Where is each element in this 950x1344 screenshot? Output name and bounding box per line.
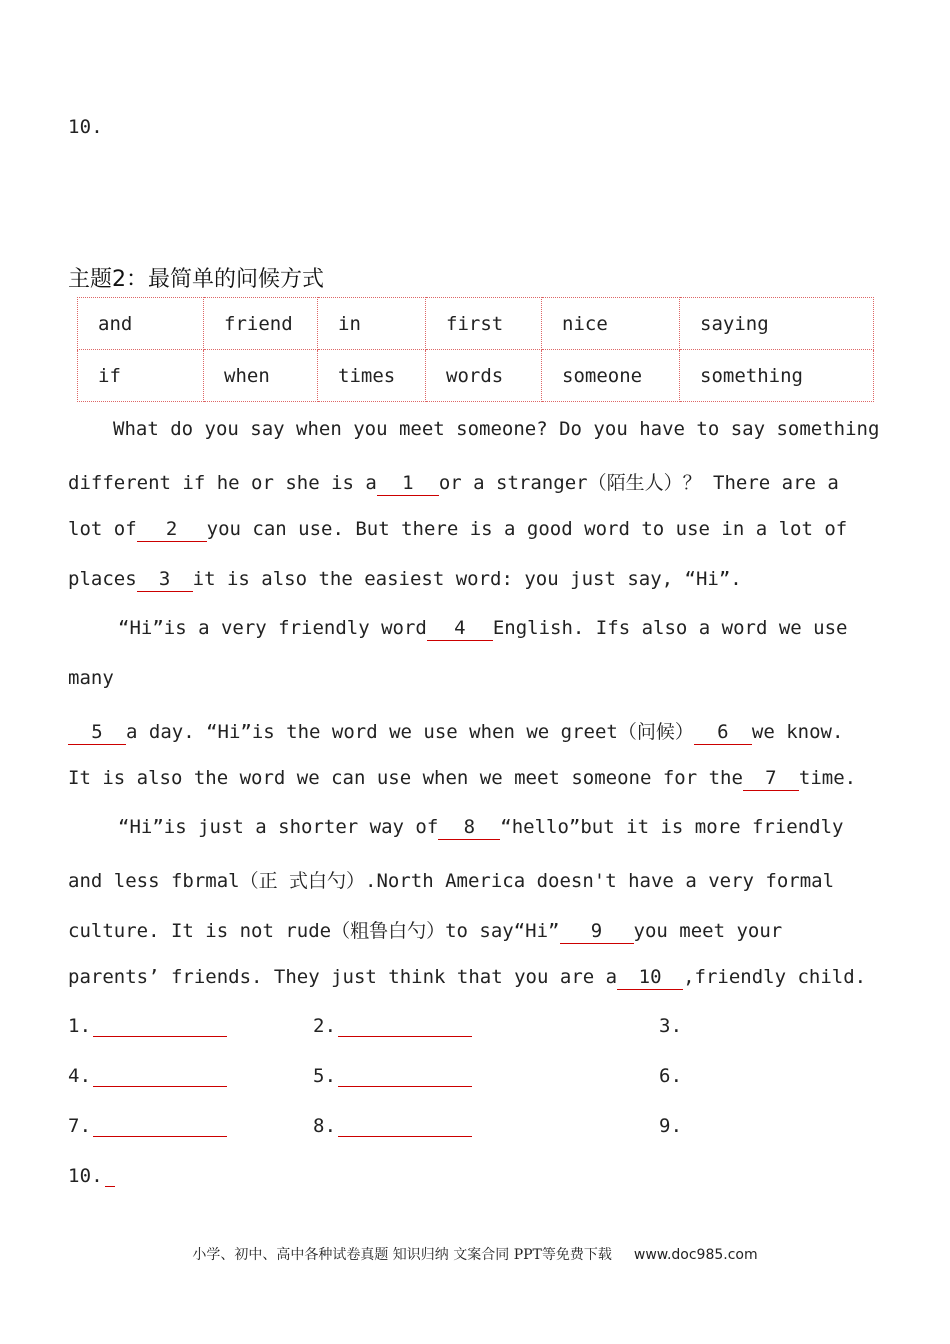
word-cell: and — [78, 298, 204, 350]
answer-label: 10. — [68, 1165, 103, 1187]
blank-4: 4 — [427, 619, 493, 641]
word-cell: something — [680, 350, 874, 402]
answer-line-7[interactable] — [93, 1118, 227, 1137]
answer-slot-1 — [68, 1015, 227, 1037]
footer — [0, 1244, 950, 1264]
blank-8: 8 — [438, 818, 500, 840]
word-cell: saying — [680, 298, 874, 350]
passage-line — [68, 916, 882, 944]
word-cell: first — [426, 298, 542, 350]
blank-3: 3 — [137, 570, 193, 592]
answer-label: 6. — [659, 1065, 683, 1087]
answer-line-5[interactable] — [338, 1068, 472, 1087]
word-bank-row — [78, 298, 874, 350]
answer-slot-8 — [313, 1115, 472, 1137]
word-cell: if — [78, 350, 204, 402]
passage-text: lot of 2 you can use. But there is a good word to use in a lot of — [68, 518, 848, 540]
passage-line — [113, 418, 882, 440]
answer-label: 2. — [313, 1015, 337, 1037]
word-bank-table — [77, 297, 874, 402]
word-cell: nice — [542, 298, 680, 350]
answer-line-4[interactable] — [93, 1068, 227, 1087]
question-number-10-top: 10. — [68, 116, 103, 138]
blank-9: 9 — [560, 922, 634, 944]
passage-line — [68, 468, 882, 496]
passage-text: many — [68, 667, 114, 689]
blank-1: 1 — [377, 474, 439, 496]
word-cell: someone — [542, 350, 680, 402]
footer-text: 小学、初中、高中各种试卷真题 知识归纳 文案合同 PPT等免费下载 — [192, 1247, 612, 1263]
answer-slot-10 — [68, 1165, 115, 1187]
word-cell: times — [318, 350, 426, 402]
footer-link[interactable]: www.doc985.com — [633, 1247, 758, 1263]
word-cell: in — [318, 298, 426, 350]
passage-line — [118, 617, 882, 641]
answer-slot-4 — [68, 1065, 227, 1087]
passage-line — [68, 568, 882, 592]
passage-text: different if he or she is a 1 or a stranger（陌生人）？ There are a — [68, 472, 839, 494]
blank-5: 5 — [68, 723, 126, 745]
answer-slot-5 — [313, 1065, 472, 1087]
section-title: 主题2：最简单的问候方式 — [68, 267, 324, 292]
passage-text: places 3 it is also the easiest word: you just say, “Hi”. — [68, 568, 742, 590]
answer-label: 8. — [313, 1115, 337, 1137]
answer-label: 5. — [313, 1065, 337, 1087]
answer-label: 3. — [659, 1015, 683, 1037]
answer-slot-2 — [313, 1015, 472, 1037]
passage-text: “Hi”is just a shorter way of 8 “hello”but it is more friendly — [118, 816, 844, 838]
blank-6: 6 — [694, 723, 752, 745]
passage-line — [68, 518, 882, 542]
blank-10: 10 — [617, 968, 683, 990]
answer-slot-7 — [68, 1115, 227, 1137]
answer-label: 7. — [68, 1115, 92, 1137]
passage-text: 5 a day. “Hi”is the word we use when we greet（问候） 6 we know. — [68, 721, 843, 743]
blank-2: 2 — [137, 520, 207, 542]
word-cell: words — [426, 350, 542, 402]
answer-slot-9 — [659, 1115, 682, 1137]
passage-text: What do you say when you meet someone? Do you have to say something — [113, 418, 880, 440]
answer-line-8[interactable] — [338, 1118, 472, 1137]
passage-text: culture. It is not rude（粗鲁白勺）to say“Hi” 9 you meet your — [68, 920, 783, 942]
word-bank-row — [78, 350, 874, 402]
answer-label: 9. — [659, 1115, 683, 1137]
answer-slot-6 — [659, 1065, 682, 1087]
answer-label: 1. — [68, 1015, 92, 1037]
answer-line-10[interactable] — [105, 1168, 115, 1187]
passage-line — [68, 966, 882, 990]
passage-text: and less fbrmal（正 式白勺）.North America doesn't have a very formal — [68, 870, 835, 892]
passage-text: “Hi”is a very friendly word 4 English. Ifs also a word we use — [118, 617, 848, 639]
passage-line — [68, 767, 882, 791]
word-cell: friend — [204, 298, 318, 350]
blank-7: 7 — [743, 769, 799, 791]
passage-text: parents’ friends. They just think that you are a 10 ,friendly child. — [68, 966, 867, 988]
answer-line-2[interactable] — [338, 1018, 472, 1037]
passage-line — [68, 667, 882, 689]
passage-line — [68, 866, 882, 893]
answer-slot-3 — [659, 1015, 682, 1037]
passage-text: It is also the word we can use when we meet someone for the 7 time. — [68, 767, 857, 789]
passage-line — [118, 816, 882, 840]
word-cell: when — [204, 350, 318, 402]
answer-label: 4. — [68, 1065, 92, 1087]
passage-line — [68, 717, 882, 745]
answer-line-1[interactable] — [93, 1018, 227, 1037]
